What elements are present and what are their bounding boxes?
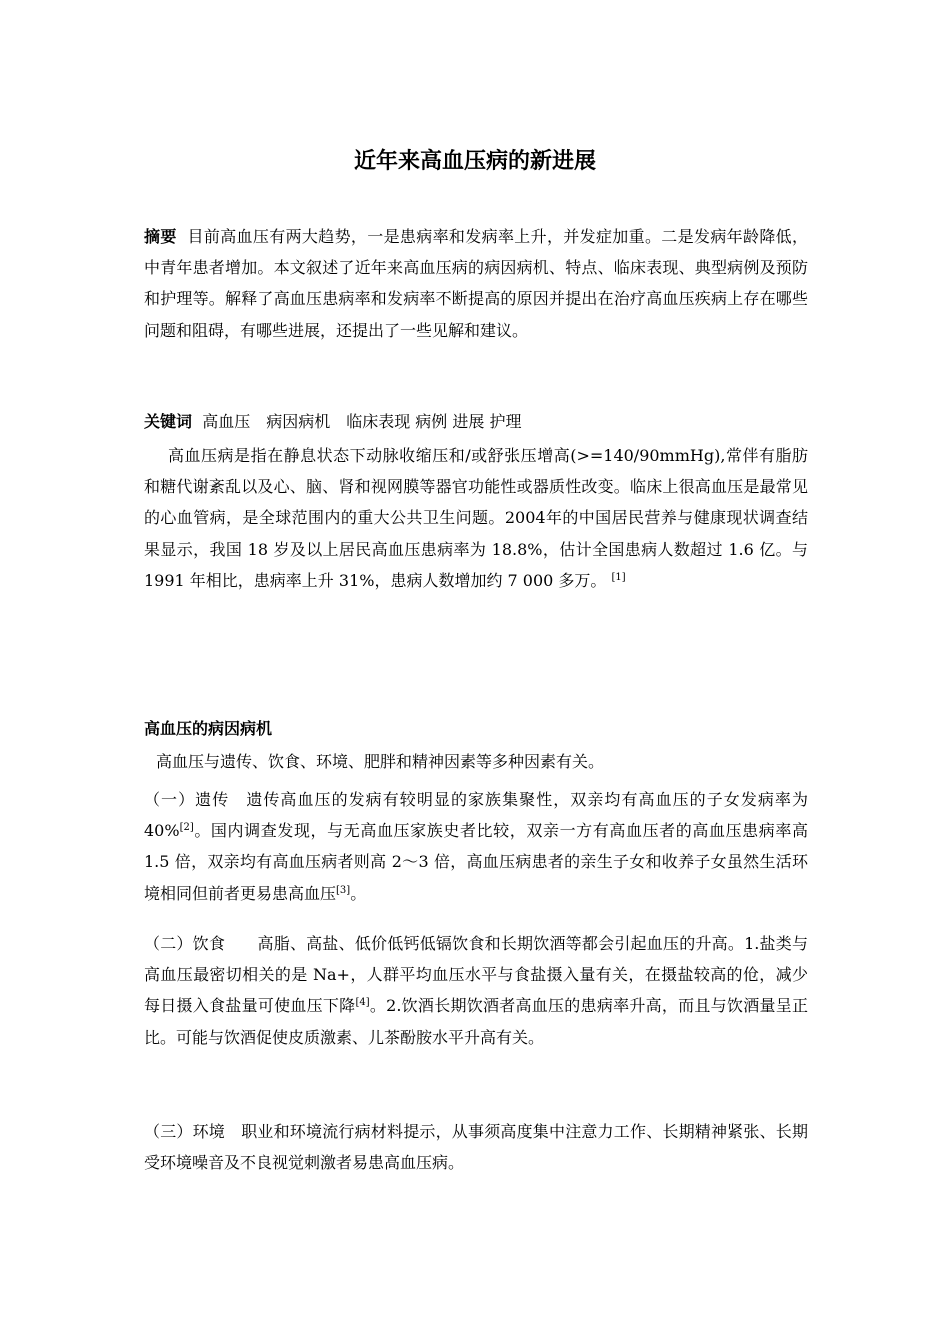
environment-text: （三）环境 职业和环境流行病材料提示，从事须高度集中注意力工作、长期精神紧张、长期受环境噪音及不良视觉刺激者易患高血压病。 [144, 1122, 808, 1173]
section-lead [144, 746, 808, 777]
diet-text-b: 。2.饮酒长期饮酒者高血压的患病率升高，而且与饮酒量呈正比。可能与饮酒促使皮质激素、儿茶酚胺水平升高有关。 [144, 996, 808, 1047]
intro-paragraph [144, 440, 808, 596]
genetics-text-b: 。国内调查发现，与无高血压家族史者比较，双亲一方有高血压者的高血压患病率高 1.5 倍，双亲均有高血压病者则高 2～3 倍，高血压病患者的亲生子女和收养子女虽然生活环境相同但前者更易患高血压 [144, 821, 808, 903]
citation-ref: [3] [336, 884, 351, 896]
section-heading: 高血压的病因病机 [144, 719, 273, 738]
citation-ref: [4] [355, 997, 370, 1009]
genetics-text-c: 。 [350, 883, 367, 903]
citation-ref: [2] [179, 822, 194, 834]
keywords-label: 关键词 [144, 412, 193, 431]
document-title: 近年来高血压病的新进展 [353, 149, 596, 174]
section-lead-text: 高血压与遗传、饮食、环境、肥胖和精神因素等多种因素有关。 [156, 752, 605, 771]
keywords-line [144, 406, 808, 437]
abstract-label: 摘要 [144, 227, 177, 246]
genetics-paragraph [144, 784, 808, 909]
abstract-paragraph [144, 221, 808, 346]
keywords-text: 高血压 病因病机 临床表现 病例 进展 护理 [202, 412, 522, 431]
environment-paragraph [144, 1116, 808, 1178]
abstract-text: 目前高血压有两大趋势，一是患病率和发病率上升，并发症加重。二是发病年龄降低，中青年患者增加。本文叙述了近年来高血压病的病因病机、特点、临床表现、典型病例及预防和护理等。解释了高血压患病率和发病率不断提高的原因并提出在治疗高血压疾病上存在哪些问题和阻碍，有哪些进展，还提出了一些见解和建议。 [144, 227, 808, 340]
diet-text-a: （二）饮食 高脂、高盐、低价低钙低镉饮食和长期饮酒等都会引起血压的升高。1.盐类与高血压最密切相关的是 Na+，人群平均血压水平与食盐摄入量有关，在摄盐较高的伧，减少每日摄入食盐量可使血压下降 [144, 934, 808, 1016]
genetics-text-a: （一）遗传 遗传高血压的发病有较明显的家族集聚性，双亲均有高血压的子女发病率为 40% [144, 790, 808, 841]
diet-paragraph [144, 928, 808, 1053]
intro-text: 高血压病是指在静息状态下动脉收缩压和/或舒张压增高(>=140/90mmHg),常伴有脂肪和糖代谢紊乱以及心、脑、肾和视网膜等器官功能性或器质性改变。临床上很高血压是最常见的心血管病，是全球范围内的重大公共卫生问题。2004年的中国居民营养与健康现状调查结果显示，我国 18 岁及以上居民高血压患病率为 18.8%，估计全国患病人数超过 1.6 亿。与 1991 年相比，患病率上升 31%，患病人数增加约 7 000 多万。 [144, 446, 808, 590]
citation-ref: [1] [611, 571, 626, 583]
